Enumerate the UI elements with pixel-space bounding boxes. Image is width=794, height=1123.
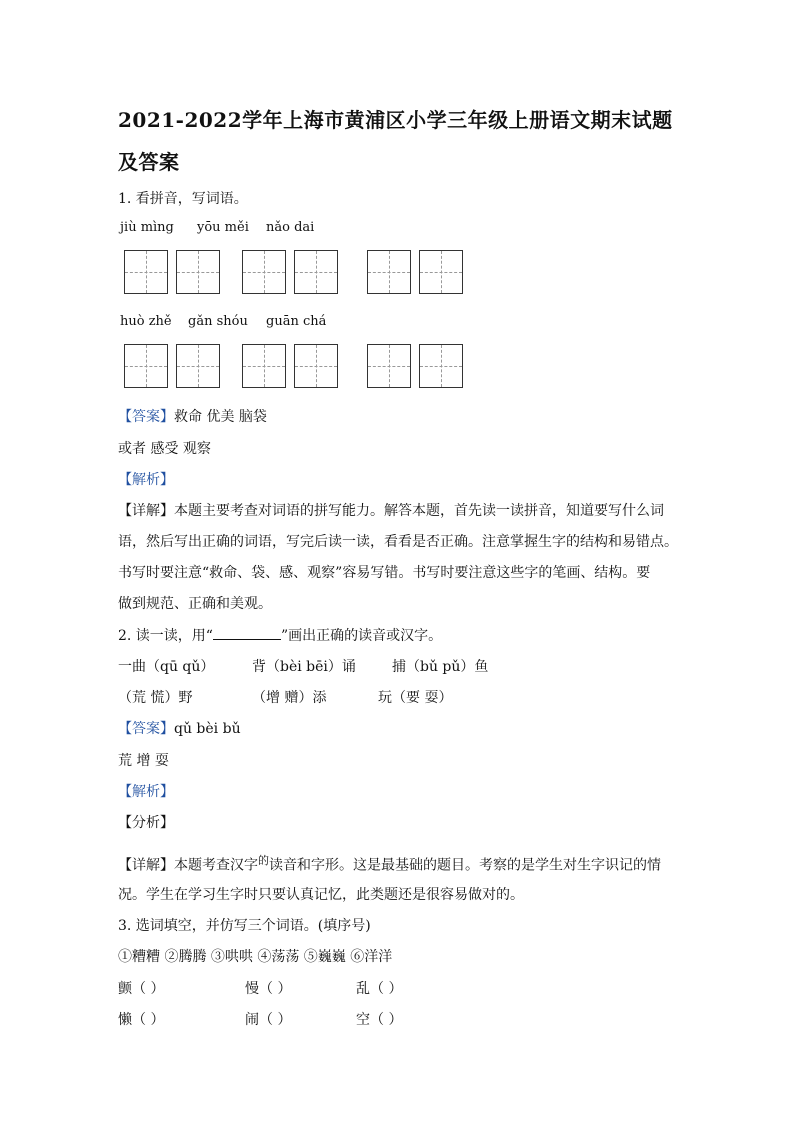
writing-box[interactable] (242, 250, 286, 294)
choice-row-2 (118, 687, 518, 707)
answer-tag: 【答案】 (118, 409, 174, 425)
pinyin-1: jiù mìng (120, 220, 174, 235)
writing-box[interactable] (294, 250, 338, 294)
detail-text: 本题考查汉字 (174, 857, 258, 874)
fill-blank[interactable]: 懒（ ） (118, 1012, 165, 1028)
answer-tag: 【答案】 (118, 721, 174, 737)
underline-blank (213, 625, 281, 640)
exam-title: 2021-2022学年上海市黄浦区小学三年级上册语文期末试题 (118, 108, 673, 132)
detail-tag: 【详解】 (118, 503, 174, 519)
writing-box[interactable] (124, 344, 168, 388)
answer-2-line-1 (118, 718, 241, 738)
answer-text: 救命 优美 脑袋 (174, 409, 267, 425)
fill-blank[interactable]: 慢（ ） (245, 981, 292, 997)
answer-1-line-1 (118, 406, 267, 426)
choice-item[interactable]: 玩（要 耍） (378, 690, 453, 706)
analysis-tag: 【解析】 (118, 784, 174, 800)
detail-1-line-4: 做到规范、正确和美观。 (118, 596, 272, 612)
writing-box[interactable] (124, 250, 168, 294)
detail-2-line-2: 况。学生在学习生字时只要认真记忆，此类题还是很容易做对的。 (118, 887, 524, 903)
pinyin-4: huò zhě (120, 314, 172, 329)
writing-box[interactable] (367, 250, 411, 294)
detail-2-line-1 (118, 852, 661, 875)
answer-2-line-2: 荒 增 耍 (118, 753, 169, 769)
choice-item[interactable]: 背（bèi bēi）诵 (252, 659, 356, 675)
writing-box[interactable] (294, 344, 338, 388)
pinyin-5: gǎn shóu (188, 314, 248, 329)
fenxi-tag: 【分析】 (118, 815, 174, 831)
writing-box[interactable] (419, 250, 463, 294)
fill-blank[interactable]: 颤（ ） (118, 981, 165, 997)
pinyin-3: nǎo dai (266, 220, 315, 235)
question-2-prompt (118, 625, 442, 645)
detail-sup: 的 (258, 854, 269, 867)
detail-1-line-2: 语，然后写出正确的词语，写完后读一读，看看是否正确。注意掌握生字的结构和易错点。 (118, 534, 678, 550)
detail-tag: 【详解】 (118, 857, 174, 874)
fill-blank[interactable]: 闹（ ） (245, 1012, 292, 1028)
prompt-part-b: ”画出正确的读音或汉字。 (280, 628, 443, 644)
choice-item[interactable]: 一曲（qū qǔ） (118, 659, 215, 675)
choice-item[interactable]: 捕（bǔ pǔ）鱼 (392, 659, 489, 675)
detail-1-line-3: 书写时要注意“救命、袋、感、观察”容易写错。书写时要注意这些字的笔画、结构。要 (118, 565, 651, 581)
writing-box[interactable] (242, 344, 286, 388)
detail-1-line-1 (118, 500, 664, 520)
choice-row-1 (118, 656, 518, 676)
exam-title-continued: 及答案 (118, 150, 180, 174)
detail-text: 本题主要考查对词语的拼写能力。解答本题，首先读一读拼音，知道要写什么词 (174, 503, 664, 519)
writing-box[interactable] (176, 250, 220, 294)
choice-item[interactable]: （增 赠）添 (252, 690, 327, 706)
fill-row-2 (118, 1009, 478, 1029)
analysis-tag: 【解析】 (118, 472, 174, 488)
fill-blank[interactable]: 乱（ ） (356, 981, 403, 997)
answer-1-line-2: 或者 感受 观察 (118, 441, 211, 457)
fill-row-1 (118, 978, 478, 998)
writing-box[interactable] (176, 344, 220, 388)
pinyin-2: yōu měi (197, 220, 249, 235)
question-1-prompt: 1. 看拼音，写词语。 (118, 191, 248, 207)
prompt-part-a: 2. 读一读，用“ (118, 628, 213, 644)
word-options: ①糟糟 ②腾腾 ③哄哄 ④荡荡 ⑤巍巍 ⑥洋洋 (118, 949, 393, 965)
pinyin-6: guān chá (266, 314, 327, 329)
detail-text: 读音和字形。这是最基础的题目。考察的是学生对生字识记的情 (269, 857, 661, 874)
choice-item[interactable]: （荒 慌）野 (118, 690, 193, 706)
writing-box[interactable] (419, 344, 463, 388)
question-3-prompt: 3. 选词填空，并仿写三个词语。(填序号) (118, 918, 371, 934)
answer-text: qǔ bèi bǔ (174, 721, 241, 737)
fill-blank[interactable]: 空（ ） (356, 1012, 403, 1028)
writing-box[interactable] (367, 344, 411, 388)
